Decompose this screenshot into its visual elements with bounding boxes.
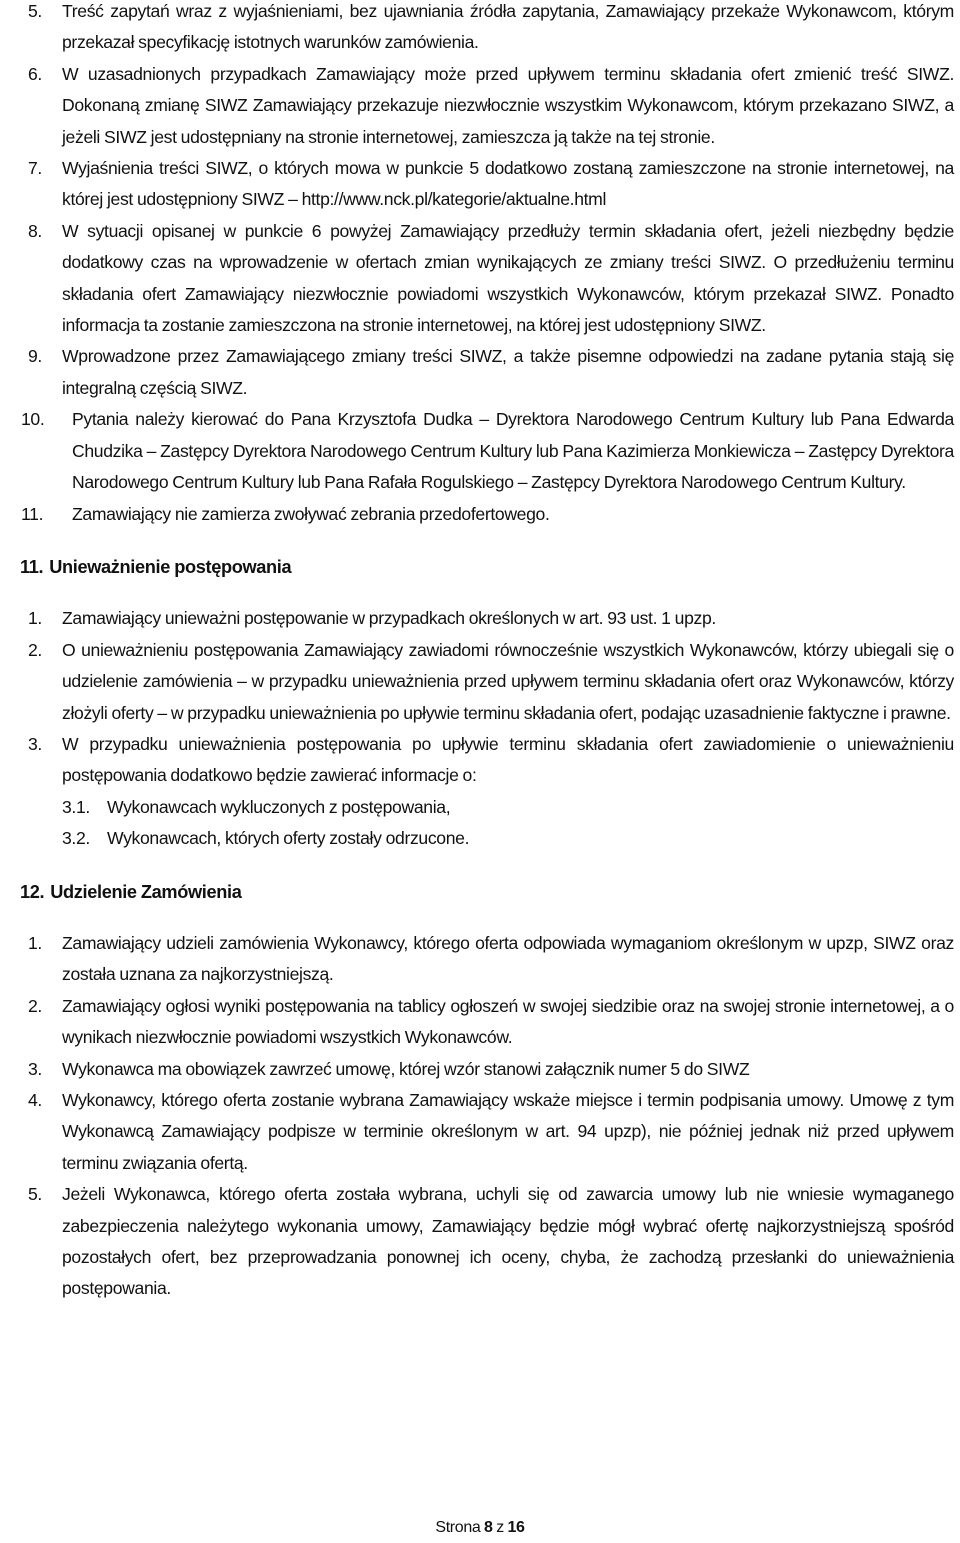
item-text: Zamawiający unieważni postępowanie w przypadkach określonych w art. 93 ust. 1 upzp. — [62, 608, 716, 629]
list-item — [0, 341, 960, 404]
item-text: Wykonawcach wykluczonych z postępowania, — [107, 796, 451, 817]
item-number: 8. — [28, 220, 42, 241]
item-number: 2. — [28, 639, 42, 660]
list-item — [0, 1179, 960, 1305]
item-text: Pytania należy kierować do Pana Krzysztofa Dudka – Dyrektora Narodowego Centrum Kultury lub Pana Edwarda Chudzika – Zastępcy Dyrektora Narodowego Centrum Kultury lub Pana Kazimierza Monkiewicza – Zastępcy Dyrektora Narodowego Centrum Kultury lub Pana Rafała Rogulskiego – Zastępcy Dyrektora Narodowego Centrum Kultury. — [72, 409, 954, 493]
item-text: Zamawiający nie zamierza zwoływać zebrania przedofertowego. — [72, 503, 550, 524]
item-text: Wykonawca ma obowiązek zawrzeć umowę, której wzór stanowi załącznik numer 5 do SIWZ — [62, 1058, 750, 1079]
footer-label: Strona — [435, 1519, 481, 1536]
item-text: W sytuacji opisanej w punkcie 6 powyżej Zamawiający przedłuży termin składania ofert, jeżeli niezbędny będzie dodatkowy czas na wprowadzenie w ofertach zmian wynikających ze zmiany treści SIWZ. O przedłużeniu terminu składania ofert Zamawiający niezwłocznie powiadomi wszystkich Wykonawców, którym przekazał SIWZ. Ponadto informacja ta zostanie zamieszczona na stronie internetowej, na której jest udostępniony SIWZ. — [62, 220, 954, 336]
website-link[interactable]: http://www.nck.pl/kategorie/aktualne.html — [301, 189, 607, 210]
section-heading-12 — [0, 877, 960, 908]
list-item — [0, 499, 960, 530]
item-text: Wprowadzone przez Zamawiającego zmiany treści SIWZ, a także pisemne odpowiedzi na zadane pytania stają się integralną częścią SIWZ. — [62, 346, 954, 398]
list-item — [0, 603, 960, 634]
item-text: Wykonawcach, których oferty zostały odrzucone. — [107, 828, 470, 849]
item-text: Wyjaśnienia treści SIWZ, o których mowa w punkcie 5 dodatkowo zostaną zamieszczone na stronie internetowej, na której jest udostępniony SIWZ – — [62, 158, 954, 210]
item-text: Zamawiający udzieli zamówienia Wykonawcy, którego oferta odpowiada wymaganiom określonym w upzp, SIWZ oraz została uznana za najkorzystniejszą. — [62, 932, 954, 985]
item-number: 10. — [21, 409, 45, 430]
item-text: Treść zapytań wraz z wyjaśnieniami, bez ujawniania źródła zapytania, Zamawiający przekaże Wykonawcom, którym przekazał specyfikację istotnych warunków zamówienia. — [62, 1, 954, 53]
item-number: 4. — [28, 1090, 42, 1110]
list-item — [0, 153, 960, 216]
list-item — [0, 1085, 960, 1179]
sub-list-item — [0, 792, 960, 823]
item-number: 7. — [28, 158, 42, 179]
footer-total-pages: 16 — [507, 1519, 525, 1536]
sub-list-item — [0, 823, 960, 854]
item-text: W uzasadnionych przypadkach Zamawiający może przed upływem terminu składania ofert zmienić treść SIWZ. Dokonaną zmianę SIWZ Zamawiający przekazuje niezwłocznie wszystkim Wykonawcom, którym przekazano SIWZ, a jeżeli SIWZ jest udostępniany na stronie internetowej, zamieszcza ją także na tej stronie. — [62, 63, 954, 147]
page-footer — [0, 1518, 960, 1538]
footer-page-number: 8 — [484, 1519, 493, 1536]
list-item — [0, 216, 960, 342]
item-number: 5. — [28, 1, 42, 21]
list-item — [0, 404, 960, 498]
item-number: 5. — [28, 1184, 42, 1205]
list-item — [0, 0, 960, 59]
list-item — [0, 928, 960, 991]
item-number: 3.2. — [62, 828, 90, 849]
section-heading-11 — [0, 552, 960, 583]
list-item — [0, 1054, 960, 1085]
item-text: Zamawiający ogłosi wyniki postępowania na tablicy ogłoszeń w swojej siedzibie oraz na swojej stronie internetowej, a o wynikach niezwłocznie powiadomi wszystkich Wykonawców. — [62, 995, 954, 1048]
item-number: 1. — [28, 608, 42, 629]
section-number: 12. — [20, 881, 45, 902]
item-number: 3. — [28, 1058, 42, 1079]
item-number: 9. — [28, 346, 42, 367]
item-number: 3. — [28, 733, 42, 754]
list-item — [0, 59, 960, 153]
item-number: 3.1. — [62, 796, 90, 817]
list-item — [0, 729, 960, 792]
section-title: Udzielenie Zamówienia — [50, 881, 242, 902]
footer-separator: z — [496, 1519, 504, 1536]
section-number: 11. — [20, 556, 44, 577]
item-number: 6. — [28, 63, 42, 84]
list-item — [0, 991, 960, 1054]
item-text: Jeżeli Wykonawca, którego oferta została wybrana, uchyli się od zawarcia umowy lub nie wniesie wymaganego zabezpieczenia należytego wykonania umowy, Zamawiający będzie mógł wybrać ofertę najkorzystniejszą spośród pozostałych ofert, bez przeprowadzania ponownej ich oceny, chyba, że zachodzą przesłanki do unieważnienia postępowania. — [62, 1184, 954, 1299]
item-number: 1. — [28, 932, 42, 953]
item-text: W przypadku unieważnienia postępowania po upływie terminu składania ofert zawiadomienie o unieważnieniu postępowania dodatkowo będzie zawierać informacje o: — [62, 733, 954, 786]
item-number: 2. — [28, 995, 42, 1016]
list-item — [0, 635, 960, 729]
section-title: Unieważnienie postępowania — [49, 556, 292, 577]
item-number: 11. — [21, 503, 44, 524]
item-text: Wykonawcy, którego oferta zostanie wybrana Zamawiający wskaże miejsce i termin podpisania umowy. Umowę z tym Wykonawcą Zamawiający podpisze w terminie określonym w art. 94 upzp), nie później jednak niż przed upływem terminu związania ofertą. — [62, 1090, 954, 1173]
item-text: O unieważnieniu postępowania Zamawiający zawiadomi równocześnie wszystkich Wykonawców, którzy ubiegali się o udzielenie zamówienia – w przypadku unieważnienia przed upływem terminu składania ofert oraz Wykonawców, którzy złożyli oferty – w przypadku unieważnienia po upływie terminu składania ofert, podając uzasadnienie faktyczne i prawne. — [62, 639, 954, 723]
